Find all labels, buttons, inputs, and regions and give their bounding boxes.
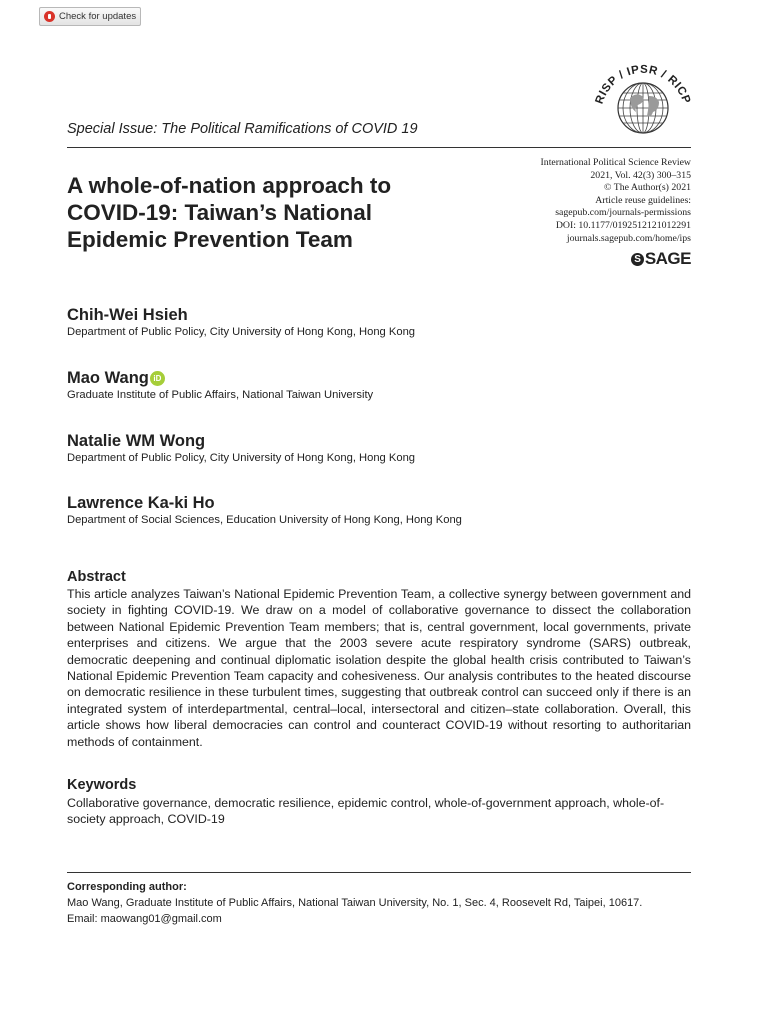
corresponding-author-label: Corresponding author: [67,881,187,893]
article-title: A whole-of-nation approach to COVID-19: Taiwan’s National Epidemic Prevention Team [67,173,392,252]
footer-divider [67,872,691,873]
keywords-heading: Keywords [67,777,137,793]
sage-s-icon: S [631,253,644,266]
journal-logo [594,58,692,146]
header-divider [67,147,691,148]
author-name: Lawrence Ka-ki Ho [67,494,215,512]
journal-copyright: © The Author(s) 2021 [604,182,691,194]
author-affiliation: Department of Public Policy, City University of Hong Kong, Hong Kong [67,326,416,338]
keywords-text: Collaborative governance, democratic resilience, epidemic control, whole-of-government approach, whole-of-society approach, COVID-19 [67,796,665,827]
author-name: Natalie WM Wong [67,432,206,450]
author-affiliation: Department of Public Policy, City University of Hong Kong, Hong Kong [67,452,416,464]
author-name-with-orcid [67,369,165,388]
corresponding-author-address: Mao Wang, Graduate Institute of Public Affairs, National Taiwan University, No. 1, Sec. 4, Roosevelt Rd, Taipei, 10617. [67,897,643,909]
orcid-icon[interactable]: iD [150,371,165,386]
author-name: Chih-Wei Hsieh [67,306,188,324]
journal-home-link[interactable]: journals.sagepub.com/home/ips [566,232,691,244]
publisher-name: SAGE [644,249,691,268]
abstract-text: This article analyzes Taiwan’s National Epidemic Prevention Team, a collective synergy between government and society in fighting COVID-19. We draw on a model of collaborative governance to dissect the collaboration between National Epidemic Prevention Team members; that is, central government, local governments, private enterprises and citizens. We argue that the 2003 severe acute respiratory syndrome (SARS) outbreak, democratic deepening and continual diplomatic isolation despite the global health crisis contributed to Taiwan’s National Epidemic Prevention Team capacity and cohesiveness. Our analysis contributes to the heated discourse on democratic resilience in these turbulent times, suggesting that outbreak control can succeed only if there is an integrated system of interdepartmental, central–local, intersectoral and citizen–state collaboration. Overall, this article shows how liberal democracies can control and counteract COVID-19 without resorting to authoritarian methods of containment. [67,587,691,749]
bookmark-icon [44,11,55,22]
author-name: Mao Wang [67,369,149,387]
globe-icon [618,83,668,133]
journal-name: International Political Science Review [540,157,691,168]
logo-ring-text: RISP / IPSR / RICP [594,63,692,106]
corresponding-author-info [67,896,707,927]
corresponding-author-email[interactable]: Email: maowang01@gmail.com [67,912,222,925]
journal-info [431,157,691,245]
journal-volume: 2021, Vol. 42(3) 300–315 [590,169,691,181]
publisher-logo [631,249,691,269]
doi-link[interactable]: DOI: 10.1177/0192512121012291 [555,219,691,231]
reuse-guidelines-label: Article reuse guidelines: [595,194,691,206]
check-for-updates-label: Check for updates [59,11,137,22]
author-affiliation: Graduate Institute of Public Affairs, National Taiwan University [67,389,374,401]
check-for-updates-button[interactable] [39,7,141,26]
special-issue-label: Special Issue: The Political Ramifications of COVID 19 [67,121,418,137]
abstract-heading: Abstract [67,569,126,585]
reuse-guidelines-link[interactable]: sagepub.com/journals-permissions [555,207,691,219]
author-affiliation: Department of Social Sciences, Education University of Hong Kong, Hong Kong [67,514,462,526]
